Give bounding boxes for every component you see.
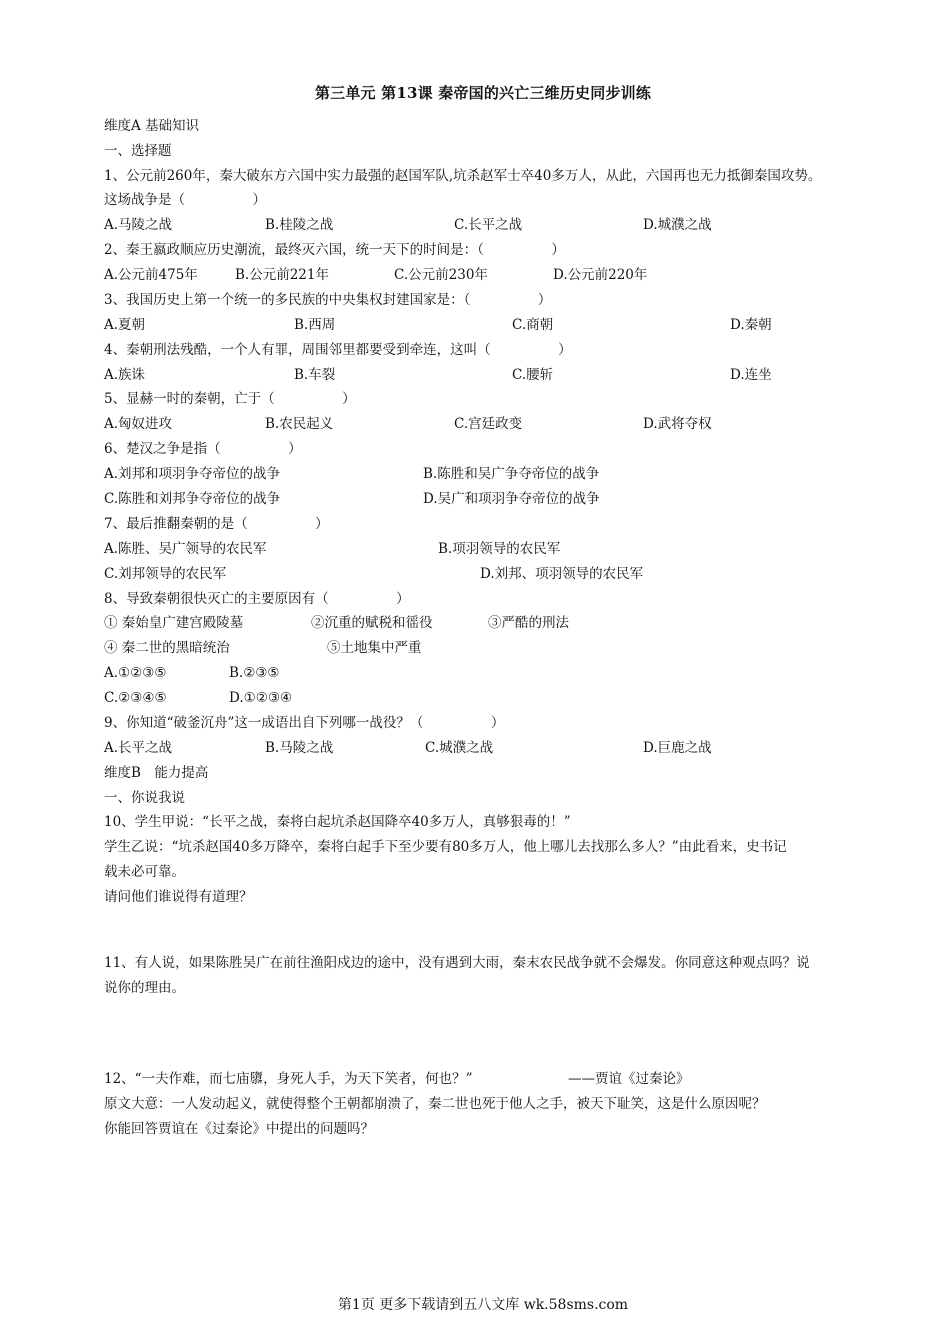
question-11-text-2: 说你的理由。 [104,980,185,996]
question-6-option-b: B.陈胜和吴广争夺帝位的战争 [423,466,600,482]
question-4-option-a: A.族诛 [104,367,146,383]
question-6-option-a: A.刘邦和项羽争夺帝位的战争 [104,466,281,482]
part-a1-heading: 一、选择题 [104,143,172,159]
page-footer: 第1页 更多下载请到五八文库 wk.58sms.com [337,1297,629,1313]
question-1-option-c: C.长平之战 [454,217,523,233]
question-9-option-b: B.马陵之战 [265,740,334,756]
question-1-option-b: B.桂陵之战 [265,217,334,233]
question-10-text-2: 学生乙说：“坑杀赵国40多万降卒，秦将白起手下至少要有80多万人，他上哪儿去找那么多人？”由此看来，史书记 [104,839,787,855]
question-8-option-d: D.①②③④ [229,690,293,706]
question-9-option-a: A.长平之战 [104,740,173,756]
question-8-item-4: ④ 秦二世的黑暗统治 [104,640,230,656]
question-3-option-a: A.夏朝 [104,317,146,333]
page-title: 第三单元 第13课 秦帝国的兴亡三维历史同步训练 [314,84,652,102]
question-1-text-cont: 这场战争是（ ） [104,192,266,208]
question-3-option-d: D.秦朝 [730,317,772,333]
question-6-option-c: C.陈胜和刘邦争夺帝位的战争 [104,491,281,507]
question-8-option-b: B.②③⑤ [229,665,280,681]
question-1-option-a: A.马陵之战 [104,217,173,233]
question-5-option-b: B.农民起义 [265,416,334,432]
question-8-option-c: C.②③④⑤ [104,690,167,706]
question-1-option-d: D.城濮之战 [643,217,712,233]
question-7-text: 7、最后推翻秦朝的是（ ） [104,516,329,532]
question-9-option-d: D.巨鹿之战 [643,740,712,756]
question-10-text: 10、学生甲说：“长平之战，秦将白起坑杀赵国降卒40多万人，真够狠毒的！” [104,814,571,830]
question-4-option-b: B.车裂 [294,367,336,383]
question-9-text: 9、你知道“破釜沉舟”这一成语出自下列哪一战役？（ ） [104,715,505,731]
question-6-text: 6、楚汉之争是指（ ） [104,441,302,457]
question-2-option-d: D.公元前220年 [553,267,648,283]
question-8-item-2: ②沉重的赋税和徭役 [311,615,433,631]
question-5-option-a: A.匈奴进攻 [104,416,173,432]
question-11-text: 11、有人说，如果陈胜吴广在前往渔阳戍边的途中，没有遇到大雨，秦末农民战争就不会爆发。你同意这种观点吗？说 [104,955,810,971]
question-7-option-b: B.项羽领导的农民军 [438,541,561,557]
question-12-source: ——贾谊《过秦论》 [568,1071,690,1087]
question-5-option-d: D.武将夺权 [643,416,712,432]
question-2-option-c: C.公元前230年 [394,267,488,283]
question-8-item-3: ③严酷的刑法 [488,615,569,631]
question-6-option-d: D.吴广和项羽争夺帝位的战争 [423,491,600,507]
question-10-prompt: 请问他们谁说得有道理？ [104,889,253,905]
question-1-text: 1、公元前260年，秦大破东方六国中实力最强的赵国军队,坑杀赵军士卒40多万人，从此，六国再也无力抵御秦国攻势。 [104,168,822,184]
part-b1-heading: 一、你说我说 [104,790,185,806]
question-7-option-d: D.刘邦、项羽领导的农民军 [480,566,644,582]
question-8-item-1: ① 秦始皇广建宫殿陵墓 [104,615,244,631]
question-7-option-c: C.刘邦领导的农民军 [104,566,227,582]
question-2-option-a: A.公元前475年 [104,267,198,283]
question-5-text: 5、显赫一时的秦朝，亡于（ ） [104,391,356,407]
question-3-option-c: C.商朝 [512,317,554,333]
question-8-text: 8、导致秦朝很快灭亡的主要原因有（ ） [104,591,410,607]
question-7-option-a: A.陈胜、吴广领导的农民军 [104,541,267,557]
question-2-text: 2、秦王嬴政顺应历史潮流，最终灭六国，统一天下的时间是：（ ） [104,242,565,258]
question-8-item-5: ⑤土地集中严重 [327,640,422,656]
question-12-prompt: 你能回答贾谊在《过秦论》中提出的问题吗？ [104,1121,374,1137]
question-9-option-c: C.城濮之战 [425,740,494,756]
question-3-text: 3、我国历史上第一个统一的多民族的中央集权封建国家是：（ ） [104,292,552,308]
question-2-option-b: B.公元前221年 [235,267,329,283]
question-4-option-d: D.连坐 [730,367,772,383]
question-12-quote: 12、“一夫作难，而七庙隳，身死人手，为天下笑者，何也？” [104,1071,473,1087]
question-5-option-c: C.宫廷政变 [454,416,523,432]
question-12-translation: 原文大意：一人发动起义，就使得整个王朝都崩溃了，秦二世也死于他人之手，被天下耻笑，这是什么原因呢？ [104,1096,766,1112]
section-a-heading: 维度A 基础知识 [104,118,200,134]
question-8-option-a: A.①②③⑤ [104,665,167,681]
question-3-option-b: B.西周 [294,317,336,333]
question-10-text-3: 载未必可靠。 [104,864,185,880]
question-4-option-c: C.腰斩 [512,367,554,383]
section-b-heading: 维度B 能力提高 [104,765,209,781]
question-4-text: 4、秦朝刑法残酷，一个人有罪，周围邻里都要受到牵连，这叫（ ） [104,342,572,358]
